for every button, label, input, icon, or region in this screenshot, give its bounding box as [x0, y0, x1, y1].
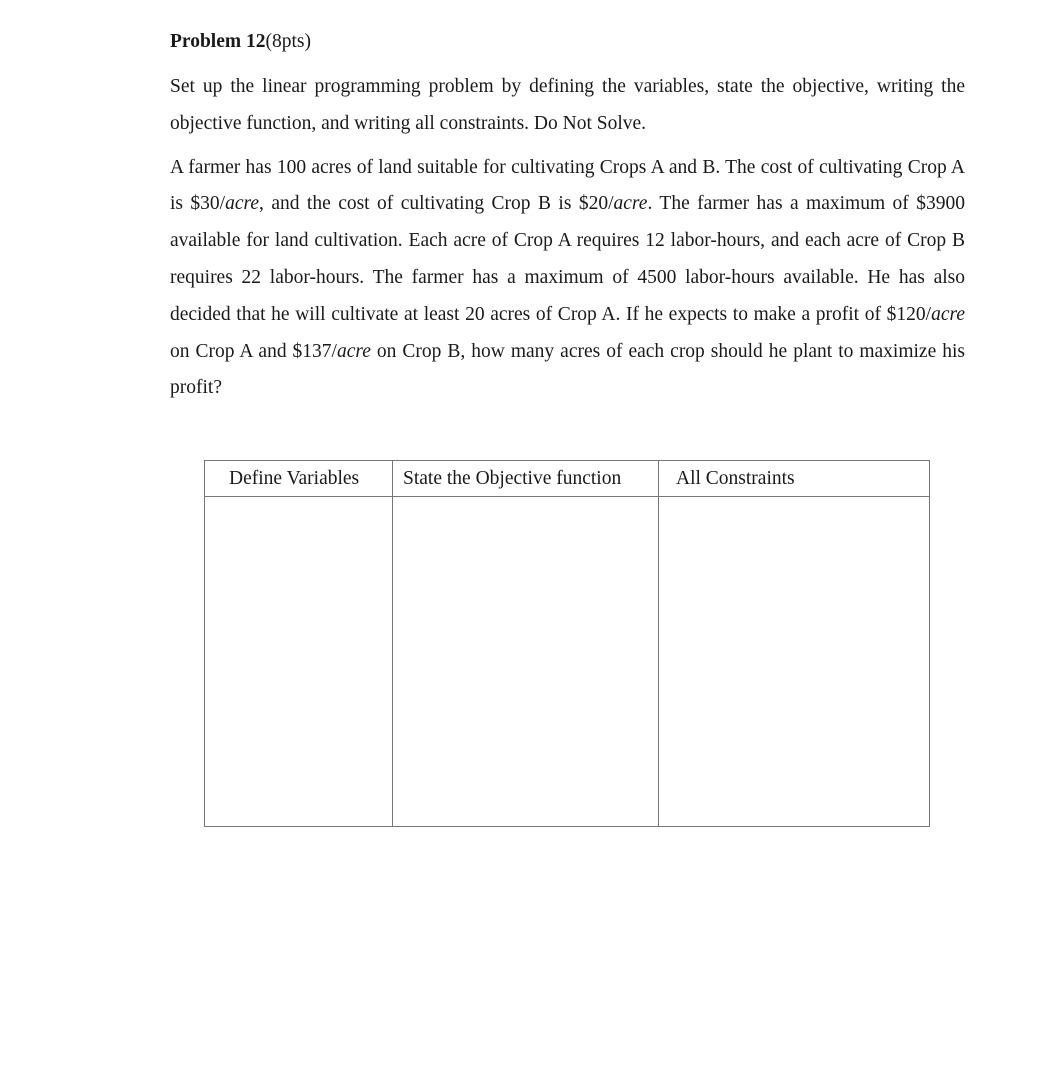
header-objective-function: State the Objective function — [393, 461, 659, 497]
problem-title: Problem 12 — [170, 31, 266, 52]
unit-acre-3: acre — [931, 303, 965, 325]
problem-statement — [170, 150, 965, 408]
statement-part-2: , and the cost of cultivating Crop B is $20/ — [259, 193, 614, 215]
unit-acre-4: acre — [336, 340, 371, 362]
cell-objective-function[interactable] — [393, 497, 659, 827]
problem-page — [170, 28, 965, 407]
statement-part-1: A farmer has 100 acres of land suitable for cultivating Crops A and B. The cost of cultivating Crop A is $30/ — [170, 156, 965, 215]
problem-points: (8pts) — [265, 31, 312, 52]
statement-part-4: on Crop A and $137/ — [170, 340, 337, 362]
problem-heading — [170, 28, 965, 56]
statement-part-3: . The farmer has a maximum of $3900 available for land cultivation. Each acre of Crop A requires 12 labor-hours, and each acre of Crop B requires 22 labor-hours. The farmer has a maximum of 4500 labor-hours available. He has also decided that he will cultivate at least 20 acres of Crop A. If he expects to make a profit of $120/ — [170, 193, 965, 325]
answer-table-row — [205, 497, 930, 827]
header-define-variables: Define Variables — [205, 461, 393, 497]
answer-table-header-row — [205, 461, 930, 497]
statement-part-5: on Crop B, how many acres of each crop should he plant to maximize his profit? — [170, 340, 965, 399]
unit-acre-2: acre — [613, 193, 648, 215]
cell-all-constraints[interactable] — [659, 497, 930, 827]
cell-define-variables[interactable] — [205, 497, 393, 827]
header-all-constraints: All Constraints — [659, 461, 930, 497]
instructions-paragraph: Set up the linear programming problem by defining the variables, state the objective, writing the objective function, and writing all constraints. Do Not Solve. — [170, 76, 965, 134]
answer-table-container — [204, 460, 930, 827]
answer-table — [204, 460, 930, 827]
unit-acre-1: acre — [225, 193, 260, 215]
